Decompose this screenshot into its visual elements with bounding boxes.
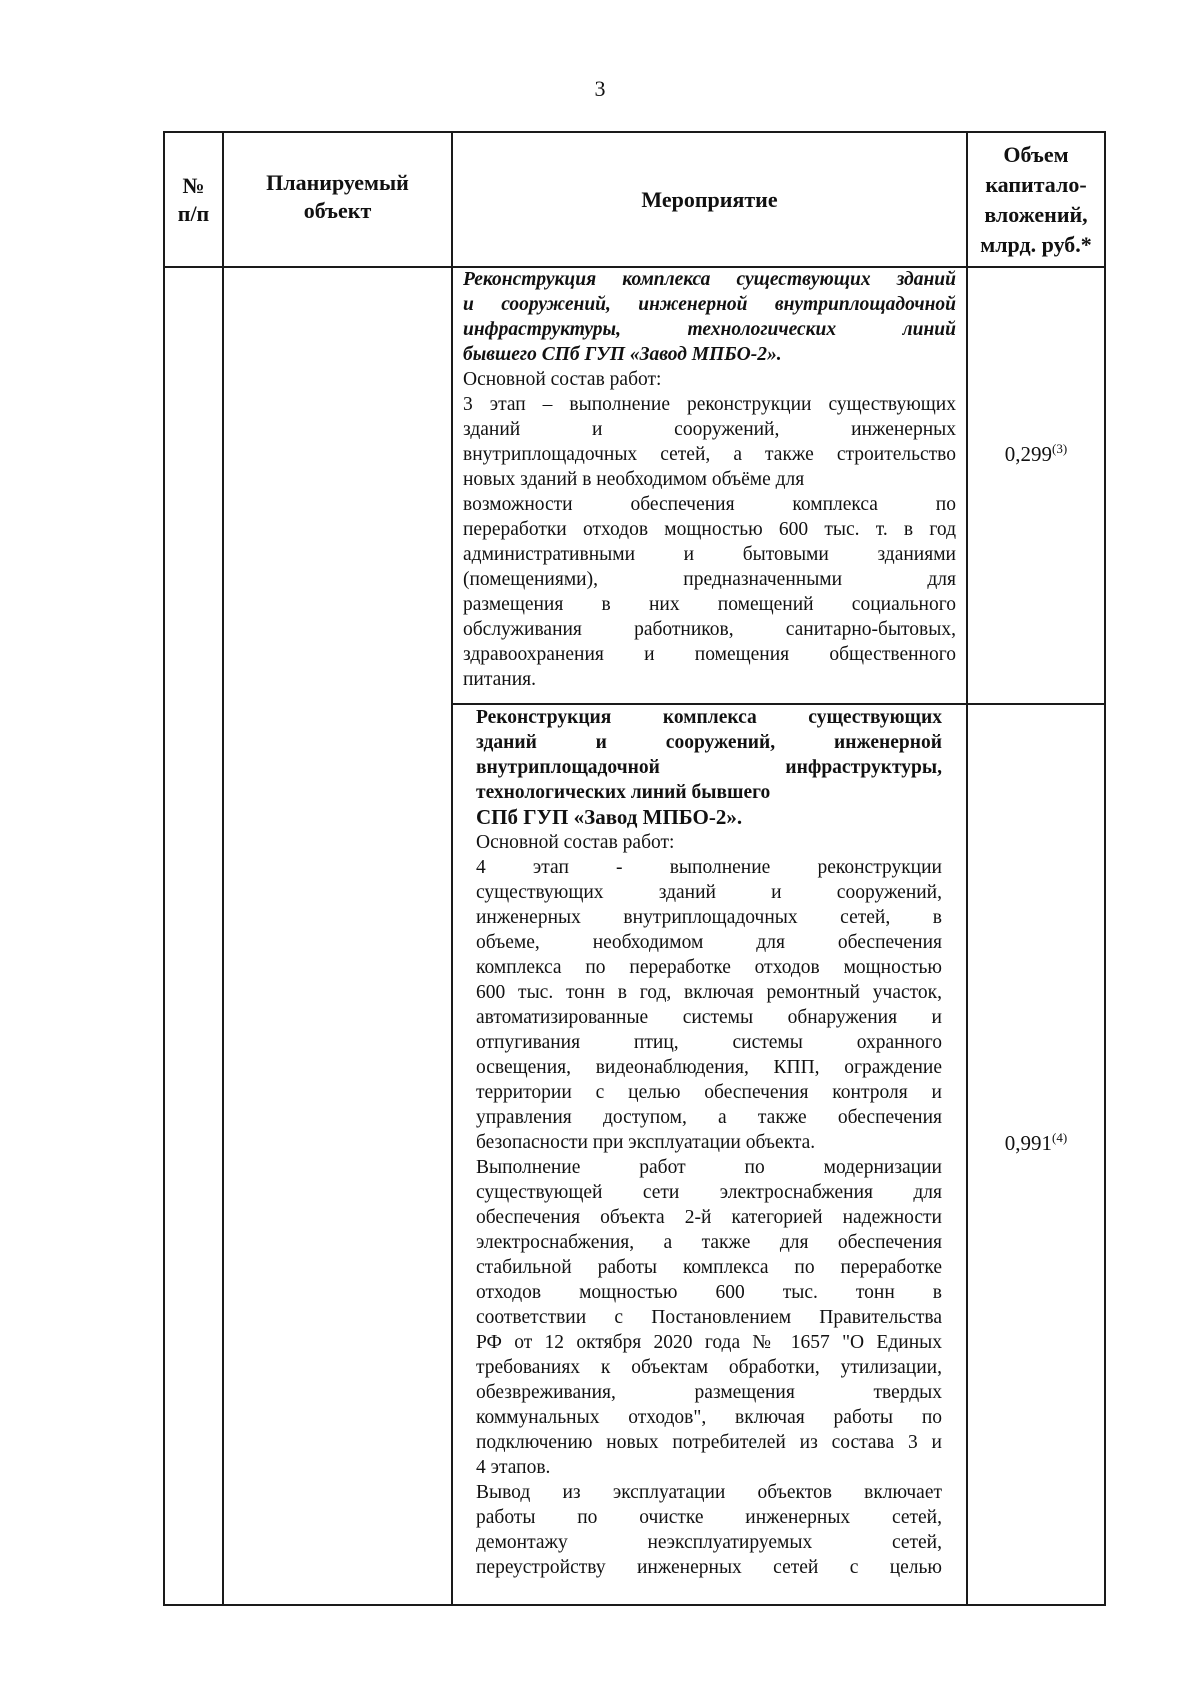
row1-body-line: зданий и сооружений, инженерных (463, 419, 956, 440)
row2-body-line: требованиях к объектам обработки, утилизации, (476, 1357, 942, 1378)
row2-body-line: соответствии с Постановлением Правительства (476, 1307, 942, 1328)
row1-body-line: размещения в них помещений социального (463, 594, 956, 615)
row2-body-line: Основной состав работ: (476, 832, 675, 853)
row1-investment-value: 0,299$^{(3)}$ (1004, 441, 1068, 466)
row2-body-line: освещения, видеонаблюдения, КПП, ограждение (476, 1057, 942, 1078)
row1-title-line: инфраструктуры, технологических линий (463, 319, 956, 340)
header-num: № п/п (177, 172, 210, 226)
row1-title-line: бывшего СПб ГУП «Завод МПБО-2». (463, 344, 782, 365)
row2-body-line: существующей сети электроснабжения для (476, 1182, 942, 1203)
row2-body-line: стабильной работы комплекса по переработке (476, 1257, 942, 1278)
row2-body-line: 600 тыс. тонн в год, включая ремонтный участок, (476, 982, 942, 1003)
table-border-right (1104, 132, 1106, 1605)
row2-body-line: обезвреживания, размещения твердых (476, 1382, 942, 1403)
row1-body-line: новых зданий в необходимом объёме для (463, 469, 805, 490)
row1-body-line: 3 этап – выполнение реконструкции существующих (463, 394, 956, 415)
header-investment: Объем капитало- вложений, млрд. руб.* (980, 141, 1092, 257)
row1-body-line: переработки отходов мощностью 600 тыс. т. в год (463, 519, 956, 540)
row2-body-line: комплекса по переработке отходов мощностью (476, 957, 942, 978)
table-divider-num (222, 132, 224, 1605)
header-measure: Мероприятие (641, 186, 778, 212)
row2-body-line: отходов мощностью 600 тыс. тонн в (476, 1282, 942, 1303)
row2-body-line: безопасности при эксплуатации объекта. (476, 1132, 816, 1153)
row1-title-line: и сооружений, инженерной внутриплощадочной (463, 294, 956, 315)
row2-title-line: Реконструкция комплекса существующих (476, 707, 942, 728)
row1-body-line: здравоохранения и помещения общественного (463, 644, 956, 665)
row2-body-line: обеспечения объекта 2-й категорией надежности (476, 1207, 942, 1228)
row2-title-line: внутриплощадочной инфраструктуры, (476, 757, 942, 778)
row2-body-line: РФ от 12 октября 2020 года № 1657 "О Единых (476, 1332, 942, 1353)
page-number: 3 (594, 76, 606, 101)
row1-body-line: внутриплощадочных сетей, а также строительство (463, 444, 956, 465)
row2-body-line: подключению новых потребителей из состава 3 и (476, 1432, 942, 1453)
row2-body-line: коммунальных отходов", включая работы по (476, 1407, 942, 1428)
table-divider-measure (966, 132, 968, 1605)
row2-body-line: работы по очистке инженерных сетей, (476, 1507, 942, 1528)
header-object: Планируемый объект (266, 169, 409, 223)
row1-body-line: Основной состав работ: (463, 369, 662, 390)
row2-body-line: Выполнение работ по модернизации (476, 1157, 942, 1178)
row2-body-line: демонтажу неэксплуатируемых сетей, (476, 1532, 942, 1553)
row1-body-line: (помещениями), предназначенными для (463, 569, 956, 590)
row2-body-line: существующих зданий и сооружений, (476, 882, 942, 903)
row2-investment-value: 0,991$^{(4)}$ (1004, 1130, 1068, 1155)
row1-measure (463, 267, 956, 692)
row2-body-line: Вывод из эксплуатации объектов включает (476, 1482, 942, 1503)
row2-body-line: управления доступом, а также обеспечения (476, 1107, 942, 1128)
table-divider-object (451, 132, 453, 1605)
row1-body-line: питания. (463, 669, 537, 690)
row2-body-line: территории с целью обеспечения контроля и (476, 1082, 942, 1103)
row2-body-line: 4 этап - выполнение реконструкции (476, 857, 942, 878)
row1-title-line: Реконструкция комплекса существующих зданий (463, 269, 956, 290)
row2-body-line: объеме, необходимом для обеспечения (476, 932, 942, 953)
row2-body-line: отпугивания птиц, системы охранного (476, 1032, 942, 1053)
row2-title-line: зданий и сооружений, инженерной (476, 732, 942, 753)
row2-body-line: электроснабжения, а также для обеспечения (476, 1232, 942, 1253)
row2-measure (476, 705, 942, 1580)
row2-title-line: СПб ГУП «Завод МПБО-2». (476, 805, 743, 829)
row1-body-line: обслуживания работников, санитарно-бытовых, (463, 619, 956, 640)
row1-body-line: административными и бытовыми зданиями (463, 544, 956, 565)
row2-title-line: технологических линий бывшего (476, 782, 771, 803)
row2-body-line: инженерных внутриплощадочных сетей, в (476, 907, 942, 928)
table-border-bottom (163, 1604, 1106, 1606)
row2-body-line: автоматизированные системы обнаружения и (476, 1007, 942, 1028)
table-border-left (163, 132, 165, 1605)
row2-body-line: 4 этапов. (476, 1457, 551, 1478)
row1-body-line: возможности обеспечения комплекса по (463, 494, 956, 515)
row2-body-line: переустройству инженерных сетей с целью (476, 1557, 942, 1578)
